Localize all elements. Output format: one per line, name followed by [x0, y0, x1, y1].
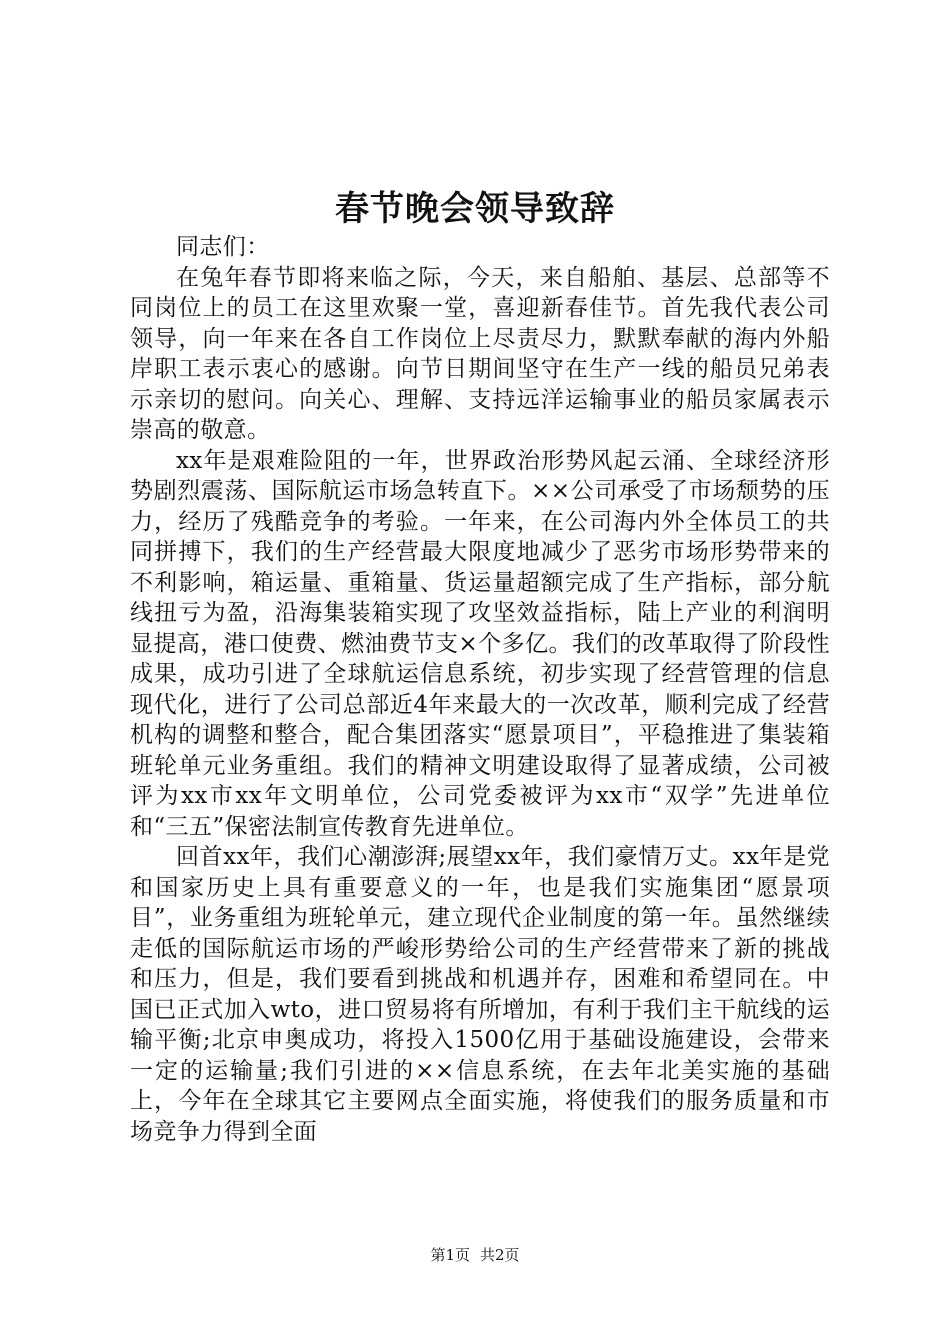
paragraph-2: xx年是艰难险阻的一年，世界政治形势风起云涌、全球经济形势剧烈震荡、国际航运市场急转直下。××公司承受了市场颓势的压力，经历了残酷竞争的考验。一年来，在公司海内外全体员工的共同拼搏下，我们的生产经营最大限度地减少了恶劣市场形势带来的不利影响，箱运量、重箱量、货运量超额完成了生产指标，部分航线扭亏为盈，沿海集装箱实现了攻坚效益指标，陆上产业的利润明显提高，港口使费、燃油费节支×个多亿。我们的改革取得了阶段性成果，成功引进了全球航运信息系统，初步实现了经营管理的信息现代化，进行了公司总部近4年来最大的一次改革，顺利完成了经营机构的调整和整合，配合集团落实“愿景项目”，平稳推进了集装箱班轮单元业务重组。我们的精神文明建设取得了显著成绩，公司被评为xx市xx年文明单位，公司党委被评为xx市“双学”先进单位和“三五”保密法制宣传教育先进单位。 — [130, 447, 830, 840]
page-total: 共2页 — [480, 1246, 520, 1264]
document-body — [130, 232, 830, 1147]
paragraph-3: 回首xx年，我们心潮澎湃;展望xx年，我们豪情万丈。xx年是党和国家历史上具有重要意义的一年，也是我们实施集团“愿景项目”，业务重组为班轮单元，建立现代企业制度的第一年。虽然继续走低的国际航运市场的严峻形势给公司的生产经营带来了新的挑战和压力，但是，我们要看到挑战和机遇并存，困难和希望同在。中国已正式加入wto，进口贸易将有所增加，有利于我们主干航线的运输平衡;北京申奥成功，将投入1500亿用于基础设施建设，会带来一定的运输量;我们引进的××信息系统，在去年北美实施的基础上，今年在全球其它主要网点全面实施，将使我们的服务质量和市场竞争力得到全面 — [130, 844, 830, 1145]
salutation: 同志们： — [176, 234, 270, 260]
page-number: 第1页 — [430, 1246, 470, 1264]
paragraph-1: 在兔年春节即将来临之际，今天，来自船舶、基层、总部等不同岗位上的员工在这里欢聚一堂，喜迎新春佳节。首先我代表公司领导，向一年来在各自工作岗位上尽责尽力，默默奉献的海内外船岸职工表示衷心的感谢。向节日期间坚守在生产一线的船员兄弟表示亲切的慰问。向关心、理解、支持远洋运输事业的船员家属表示崇高的敬意。 — [130, 264, 830, 443]
document-title: 春节晚会领导致辞 — [335, 189, 615, 229]
page-footer — [0, 1245, 950, 1265]
